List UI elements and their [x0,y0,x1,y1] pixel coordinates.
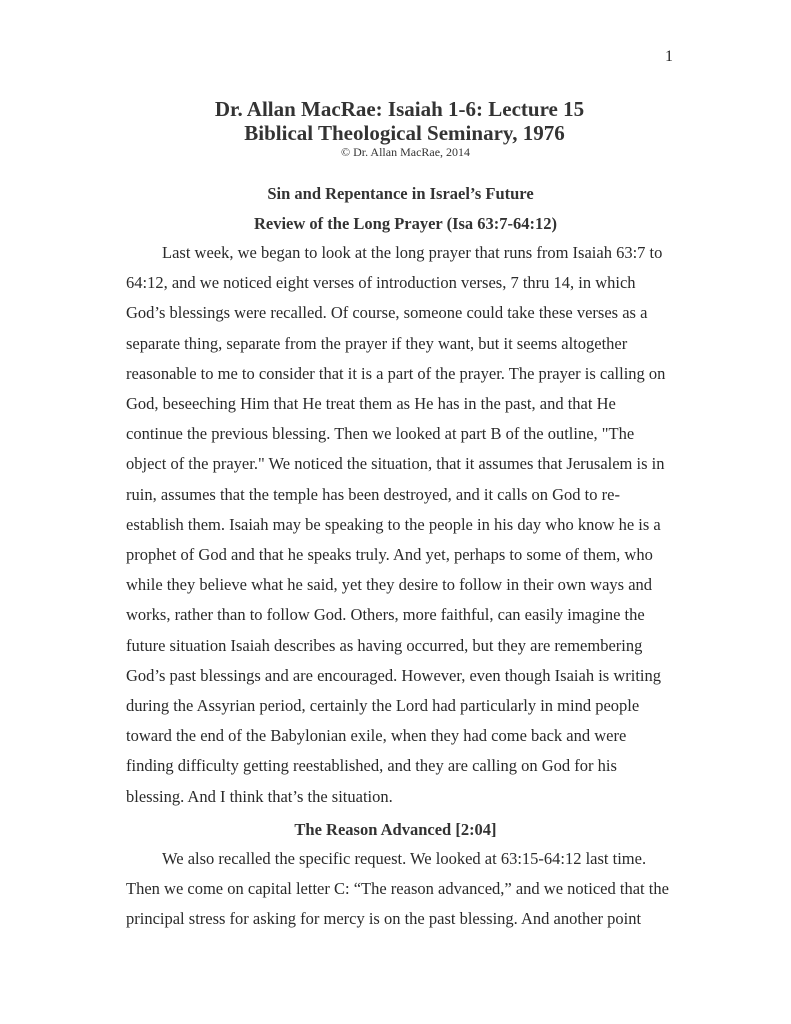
paragraph-line: prophet of God and that he speaks truly. And yet, perhaps to some of them, who [126,545,653,565]
paragraph-line: God’s past blessings and are encouraged. However, even though Isaiah is writing [126,665,661,685]
paragraph-line: ruin, assumes that the temple has been destroyed, and it calls on God to re- [126,484,620,504]
paragraph-line: during the Assyrian period, certainly the Lord had particularly in mind people [126,696,640,716]
paragraph-line: blessing. And I think that’s the situation. [126,786,393,806]
section-heading-review-long-prayer: Review of the Long Prayer (Isa 63:7-64:12) [253,214,558,233]
paragraph-line: reasonable to me to consider that it is a part of the prayer. The prayer is calling on [126,363,666,383]
title-line-1: Dr. Allan MacRae: Isaiah 1-6: Lecture 15 [214,97,585,121]
document-title [0,97,791,160]
paragraph-line: future situation Isaiah describes as having occurred, but they are remembering [126,635,643,655]
paragraph-line: continue the previous blessing. Then we looked at part B of the outline, "The [126,424,635,444]
paragraph-line: Then we come on capital letter C: “The reason advanced,” and we noticed that the [126,879,669,899]
paragraph-line: Last week, we began to look at the long prayer that runs from Isaiah 63:7 to [162,243,663,262]
page-number: 1 [665,48,673,65]
paragraph-reason-advanced [126,844,674,935]
paragraph-line: 64:12, and we noticed eight verses of introduction verses, 7 thru 14, in which [126,273,636,293]
section-heading-reason-advanced: The Reason Advanced [2:04] [294,820,497,839]
paragraph-line: toward the end of the Babylonian exile, when they had come back and were [126,726,627,746]
paragraph-line: establish them. Isaiah may be speaking to the people in his day who know he is a [126,514,661,534]
section-heading-sin-and-repentance: Sin and Repentance in Israel’s Future [267,184,534,203]
paragraph-line: principal stress for asking for mercy is on the past blessing. And another point [126,909,642,929]
paragraph-line: works, rather than to follow God. Others, more faithful, can easily imagine the [126,605,645,625]
paragraph-line: finding difficulty getting reestablished, and they are calling on God for his [126,756,617,776]
paragraph-review [126,238,674,812]
paragraph-line: God, beseeching Him that He treat them as He has in the past, and that He [126,394,616,414]
paragraph-line: God’s blessings were recalled. Of course, someone could take these verses as a [126,303,648,323]
copyright-notice: © Dr. Allan MacRae, 2014 [340,145,471,159]
paragraph-line: while they believe what he said, yet they desire to follow in their own ways and [126,575,653,595]
title-line-2: Biblical Theological Seminary, 1976 [244,121,565,145]
paragraph-line: We also recalled the specific request. We looked at 63:15-64:12 last time. [162,849,647,868]
paragraph-line: separate thing, separate from the prayer if they want, but it seems altogether [126,333,628,353]
paragraph-line: object of the prayer." We noticed the situation, that it assumes that Jerusalem is in [126,454,665,474]
